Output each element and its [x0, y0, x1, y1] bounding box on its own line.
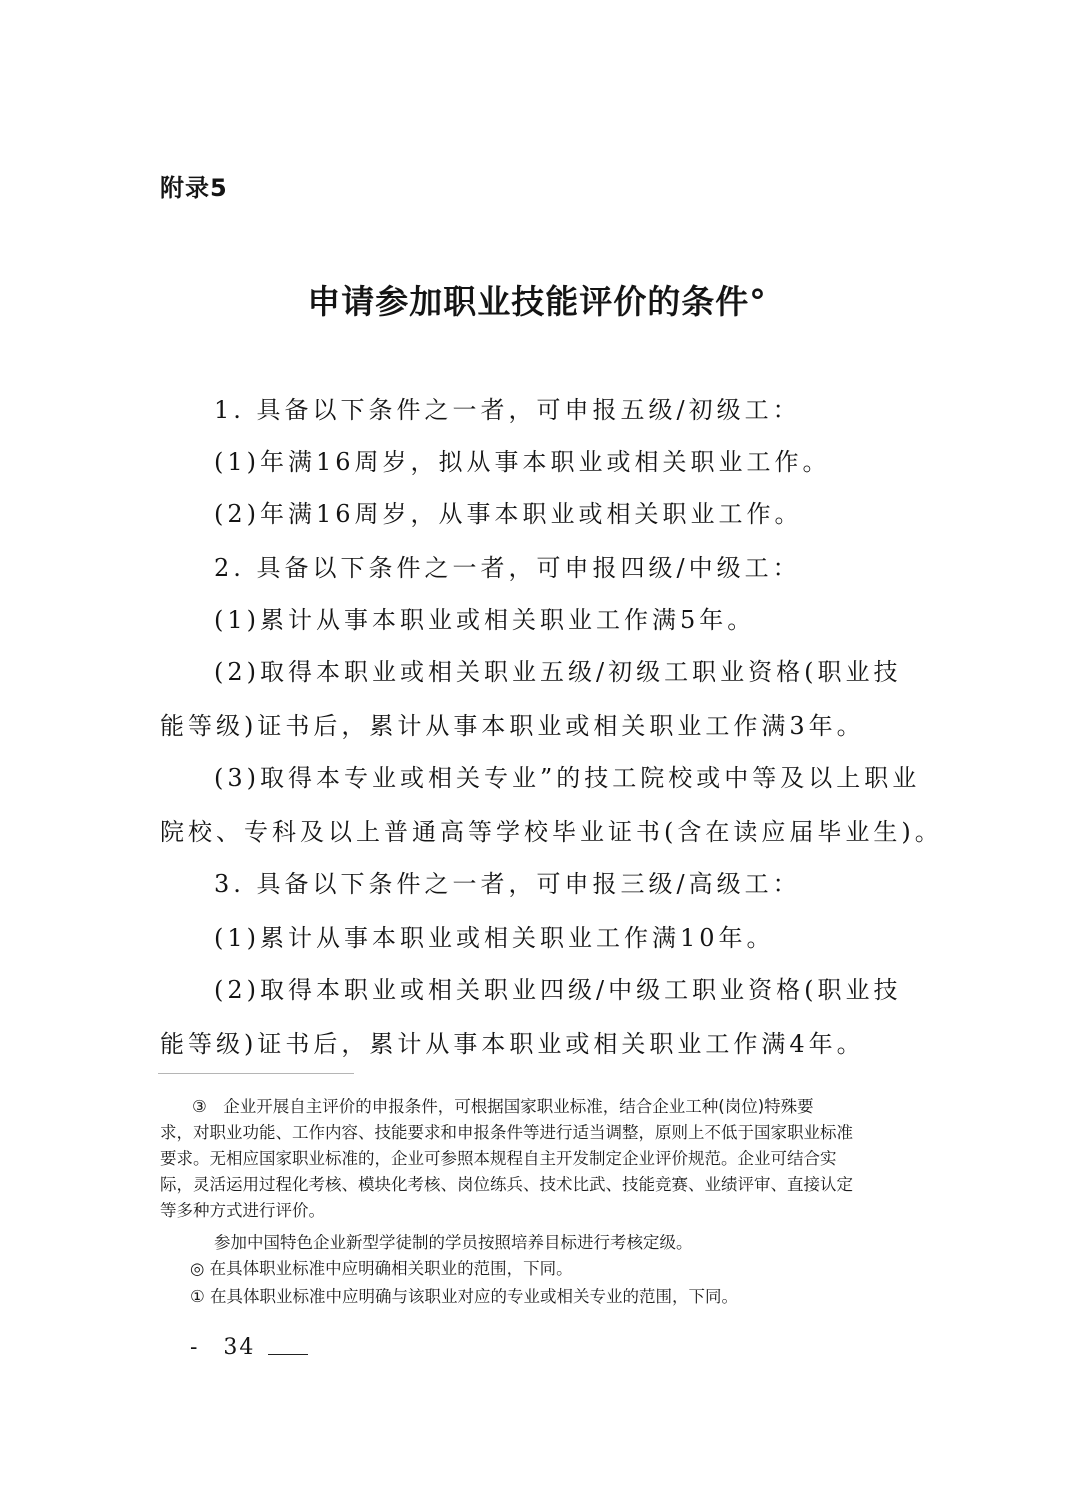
condition-line: (2)年满16周岁，从事本职业或相关职业工作。: [214, 500, 803, 528]
footnote-divider: [158, 1073, 354, 1074]
page-title: 申请参加职业技能评价的条件°: [307, 282, 767, 321]
footnote-line: ◎ 在具体职业标准中应明确相关职业的范围，下同。: [190, 1259, 573, 1278]
footnote-line: 求，对职业功能、工作内容、技能要求和申报条件等进行适当调整，原则上不低于国家职业标准: [160, 1123, 853, 1142]
footnote-line: ③ 企业开展自主评价的申报条件，可根据国家职业标准，结合企业工种(岗位)特殊要: [192, 1097, 814, 1116]
condition-line: 3. 具备以下条件之一者，可申报三级/高级工：: [214, 870, 801, 898]
condition-line: (1)累计从事本职业或相关职业工作满5年。: [214, 606, 756, 634]
appendix-label: 附录5: [160, 174, 228, 202]
condition-line: (1)累计从事本职业或相关职业工作满10年。: [214, 924, 775, 952]
footnote-line: ① 在具体职业标准中应明确与该职业对应的专业或相关专业的范围，下同。: [190, 1287, 739, 1306]
condition-line: (3)取得本专业或相关专业”的技工院校或中等及以上职业: [214, 764, 921, 792]
condition-line: (1)年满16周岁，拟从事本职业或相关职业工作。: [214, 448, 831, 476]
footnote-line: 参加中国特色企业新型学徒制的学员按照培养目标进行考核定级。: [214, 1233, 693, 1252]
condition-line: 能等级)证书后，累计从事本职业或相关职业工作满3年。: [160, 712, 865, 740]
condition-line: 1. 具备以下条件之一者，可申报五级/初级工：: [214, 396, 801, 424]
condition-line: (2)取得本职业或相关职业五级/初级工职业资格(职业技: [214, 658, 902, 686]
condition-line: 院校、专科及以上普通高等学校毕业证书(含在读应届毕业生)。: [160, 818, 943, 846]
condition-line: 能等级)证书后，累计从事本职业或相关职业工作满4年。: [160, 1030, 865, 1058]
page-number: - 34: [190, 1335, 256, 1360]
page-number-underline: [268, 1354, 308, 1355]
condition-line: 2. 具备以下条件之一者，可申报四级/中级工：: [214, 554, 801, 582]
footnote-line: 际，灵活运用过程化考核、模块化考核、岗位练兵、技术比武、技能竞赛、业绩评审、直接认定: [160, 1175, 853, 1194]
condition-line: (2)取得本职业或相关职业四级/中级工职业资格(职业技: [214, 976, 902, 1004]
footnote-line: 等多种方式进行评价。: [160, 1201, 325, 1220]
footnote-line: 要求。无相应国家职业标准的，企业可参照本规程自主开发制定企业评价规范。企业可结合实: [160, 1149, 837, 1168]
